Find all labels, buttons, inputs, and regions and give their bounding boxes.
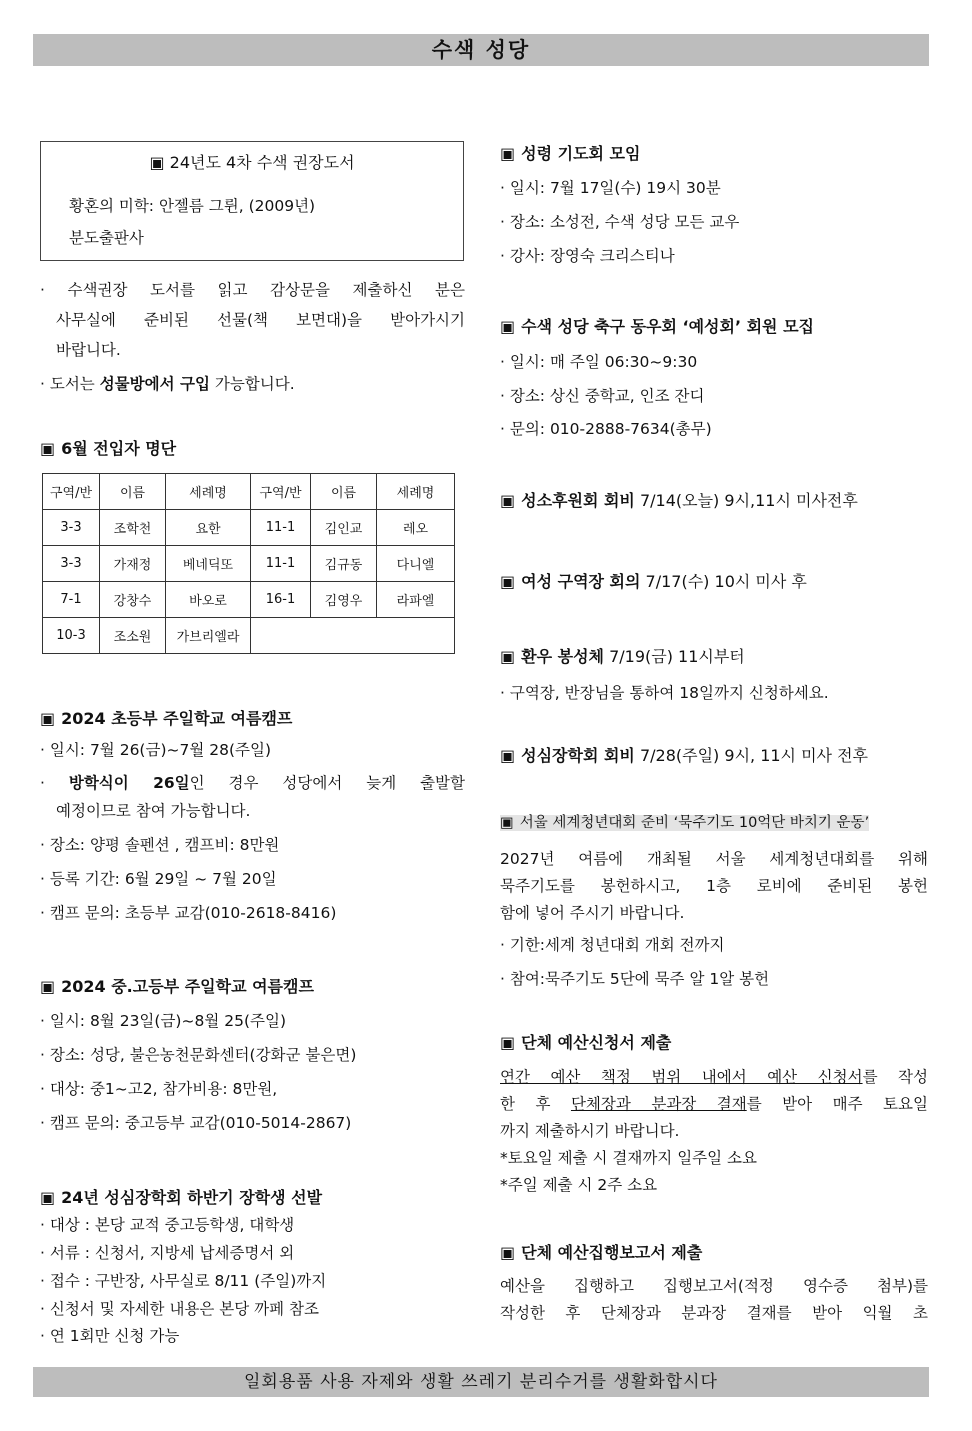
wyd-deadline: · 기한:세계 청년대회 개회 전까지 (500, 936, 725, 954)
seongsim-heading (500, 743, 928, 766)
table-row (43, 618, 455, 654)
support-heading (500, 488, 928, 511)
newcomers-title: 6월 전입자 명단 (61, 439, 177, 458)
elem-camp-title: 2024 초등부 주일학교 여름캠프 (61, 709, 293, 728)
elem-camp-note-line2: 예정이므로 참여 가능합니다. (56, 802, 251, 820)
scholarship-line: · 대상 : 본당 교적 중고등학생, 대학생 (40, 1216, 295, 1234)
soccer-line: · 일시: 매 주일 06:30~9:30 (500, 353, 698, 371)
sick-text: 7/19(금) 11시부터 (603, 647, 745, 666)
table-cell: 김영우 (311, 582, 377, 618)
table-cell: 바오로 (166, 582, 251, 618)
budget-text: 를 작성 (862, 1068, 928, 1086)
wyd-join: · 참여:묵주기도 5단에 묵주 알 1알 봉헌 (500, 970, 770, 988)
elem-camp-note-bold: 방학식이 26일 (68, 774, 190, 792)
book-note-line: 바랍니다. (56, 341, 121, 359)
table-cell: 조학천 (100, 510, 166, 546)
soccer-line: · 장소: 상신 중학교, 인조 잔디 (500, 387, 705, 405)
purchase-prefix: · 도서는 (40, 375, 100, 393)
mid-camp-heading (40, 974, 465, 997)
recommended-book-title: ▣ 24년도 4차 수색 권장도서 (149, 153, 355, 172)
scholarship-heading (40, 1185, 465, 1208)
table-cell: 김규동 (311, 546, 377, 582)
table-cell: 가브리엘라 (166, 618, 251, 654)
prayer-heading (500, 141, 928, 164)
table-header-cell: 세례명 (377, 474, 455, 510)
table-cell: 3-3 (43, 546, 100, 582)
square-bullet-icon: ▣ (40, 1188, 56, 1207)
leaders-text: 7/17(수) 10시 미사 후 (640, 572, 807, 591)
table-cell: 레오 (377, 510, 455, 546)
wyd-title-highlight (500, 815, 869, 831)
budget-line: *토요일 제출 시 결재까지 일주일 소요 (500, 1149, 757, 1167)
report-heading (500, 1240, 928, 1263)
table-header-cell: 이름 (311, 474, 377, 510)
budget-underlined: 연간 예산 책정 범위 내에서 예산 신청서 (500, 1068, 863, 1086)
budget-text: 한 후 (500, 1095, 571, 1113)
leaders-title: 여성 구역장 회의 (521, 572, 641, 591)
soccer-title: 수색 성당 축구 동우회 ‘예성회’ 회원 모집 (521, 317, 814, 336)
budget-heading (500, 1030, 928, 1053)
wyd-title: 서울 세계청년대회 준비 ‘묵주기도 10억단 바치기 운동’ (519, 815, 870, 831)
scholarship-line: · 연 1회만 신청 가능 (40, 1327, 180, 1345)
leaders-heading (500, 569, 928, 592)
seongsim-text: 7/28(주일) 9시, 11시 미사 전후 (634, 746, 869, 765)
book-info-line: 황혼의 미학: 안젤름 그륀, (2009년) (69, 197, 316, 215)
table-cell: 11-1 (251, 546, 311, 582)
prayer-line: · 강사: 장영숙 크리스티나 (500, 247, 675, 265)
scholarship-line: · 신청서 및 자세한 내용은 본당 까페 참조 (40, 1300, 319, 1318)
square-bullet-icon: ▣ (500, 144, 516, 163)
table-cell: 16-1 (251, 582, 311, 618)
book-purchase-note (40, 372, 465, 394)
purchase-place: 성물방에서 구입 (99, 375, 210, 393)
square-bullet-icon: ▣ (500, 1033, 516, 1052)
page-title: 수색 성당 (33, 34, 929, 66)
mid-camp-target: · 대상: 중1~고2, 참가비용: 8만원, (40, 1080, 278, 1098)
book-note-line: 사무실에 준비된 선물(책 보면대)을 받아가시기 (56, 311, 465, 329)
wyd-para-line: 2027년 여름에 개최될 서울 세계청년대회를 위해 (500, 850, 928, 868)
scholarship-line: · 서류 : 신청서, 지방세 납세증명서 외 (40, 1244, 295, 1262)
mid-camp-contact: · 캠프 문의: 중고등부 교감(010-5014-2867) (40, 1114, 352, 1132)
table-header-cell: 세례명 (166, 474, 251, 510)
table-cell: 10-3 (43, 618, 100, 654)
table-header-cell: 구역/반 (43, 474, 100, 510)
budget-line (500, 1091, 928, 1118)
support-text: 7/14(오늘) 9시,11시 미사전후 (634, 491, 858, 510)
budget-line: *주일 제출 시 2주 소요 (500, 1176, 658, 1194)
budget-title: 단체 예산신청서 제출 (521, 1033, 672, 1052)
scholarship-line: · 접수 : 구반장, 사무실로 8/11 (주일)까지 (40, 1272, 327, 1290)
footer-slogan: 일회용품 사용 자제와 생활 쓰레기 분리수거를 생활화합시다 (33, 1367, 929, 1397)
square-bullet-icon: ▣ (500, 1243, 516, 1262)
table-cell: 가재정 (100, 546, 166, 582)
elem-camp-period: · 등록 기간: 6월 29일 ~ 7월 20일 (40, 870, 277, 888)
table-header-row (43, 474, 455, 510)
square-bullet-icon: ▣ (40, 439, 56, 458)
newcomers-table (42, 473, 455, 654)
budget-text: 를 받아 매주 토요일 (746, 1095, 928, 1113)
table-cell: 11-1 (251, 510, 311, 546)
table-cell: 3-3 (43, 510, 100, 546)
report-line: 예산을 집행하고 집행보고서(적정 영수증 첨부)를 (500, 1277, 928, 1295)
table-cell: 라파엘 (377, 582, 455, 618)
prayer-title: 성령 기도회 모임 (521, 144, 641, 163)
square-bullet-icon: ▣ (500, 317, 516, 336)
elem-camp-note: · 방학식이 26일인 경우 성당에서 늦게 출발할 (40, 774, 465, 792)
scholarship-title: 24년 성심장학회 하반기 장학생 선발 (61, 1188, 323, 1207)
table-empty-cell (251, 618, 455, 654)
square-bullet-icon: ▣ (40, 709, 56, 728)
sick-note: · 구역장, 반장님을 통하여 18일까지 신청하세요. (500, 684, 829, 702)
table-cell: 요한 (166, 510, 251, 546)
mid-camp-title: 2024 중.고등부 주일학교 여름캠프 (61, 977, 314, 996)
newcomers-heading (40, 436, 465, 459)
elem-camp-heading (40, 706, 465, 729)
recommended-book-box (40, 141, 464, 261)
report-line: 작성한 후 단체장과 분과장 결재를 받아 익월 초 (500, 1304, 928, 1322)
elem-camp-place: · 장소: 양평 솔펜션 , 캠프비: 8만원 (40, 836, 280, 854)
square-bullet-icon: ▣ (500, 746, 516, 765)
square-bullet-icon: ▣ (500, 647, 516, 666)
table-cell: 강창수 (100, 582, 166, 618)
mid-camp-place: · 장소: 성당, 불은농천문화센터(강화군 불은면) (40, 1046, 357, 1064)
table-cell: 김인교 (311, 510, 377, 546)
support-title: 성소후원회 회비 (521, 491, 635, 510)
purchase-suffix: 가능합니다. (209, 375, 295, 393)
mid-camp-date: · 일시: 8월 23일(금)~8월 25(주일) (40, 1012, 286, 1030)
table-header-cell: 구역/반 (251, 474, 311, 510)
wyd-para-line: 함에 넣어 주시기 바랍니다. (500, 904, 685, 922)
sick-title: 환우 봉성체 (521, 647, 604, 666)
table-cell: 다니엘 (377, 546, 455, 582)
wyd-para-line: 묵주기도를 봉헌하시고, 1층 로비에 준비된 봉헌 (500, 877, 928, 895)
soccer-line: · 문의: 010-2888-7634(총무) (500, 420, 712, 438)
table-header-cell: 이름 (100, 474, 166, 510)
square-bullet-icon: ▣ (40, 977, 56, 996)
square-bullet-icon: ▣ (500, 491, 516, 510)
table-row (43, 582, 455, 618)
soccer-heading (500, 314, 928, 337)
prayer-line: · 일시: 7월 17일(수) 19시 30분 (500, 179, 721, 197)
elem-camp-date: · 일시: 7월 26(금)~7월 28(주일) (40, 741, 272, 759)
budget-line (500, 1064, 928, 1091)
report-title: 단체 예산집행보고서 제출 (521, 1243, 703, 1262)
budget-underlined: 단체장과 분과장 결재 (570, 1095, 747, 1113)
book-note-line: · 수색권장 도서를 읽고 감상문을 제출하신 분은 (40, 281, 465, 299)
budget-line: 까지 제출하시기 바랍니다. (500, 1122, 680, 1140)
square-bullet-icon: ▣ (500, 572, 516, 591)
sick-heading (500, 644, 928, 667)
square-bullet-icon: ▣ (500, 815, 514, 831)
elem-camp-note-rest: 인 경우 성당에서 늦게 출발할 (189, 774, 465, 792)
elem-camp-contact: · 캠프 문의: 초등부 교감(010-2618-8416) (40, 904, 337, 922)
wyd-heading (500, 811, 928, 832)
prayer-line: · 장소: 소성전, 수색 성당 모든 교우 (500, 213, 740, 231)
table-cell: 베네딕또 (166, 546, 251, 582)
table-row (43, 510, 455, 546)
table-cell: 7-1 (43, 582, 100, 618)
seongsim-title: 성심장학회 회비 (521, 746, 635, 765)
book-publisher: 분도출판사 (69, 229, 144, 247)
table-cell: 조소원 (100, 618, 166, 654)
table-row (43, 546, 455, 582)
